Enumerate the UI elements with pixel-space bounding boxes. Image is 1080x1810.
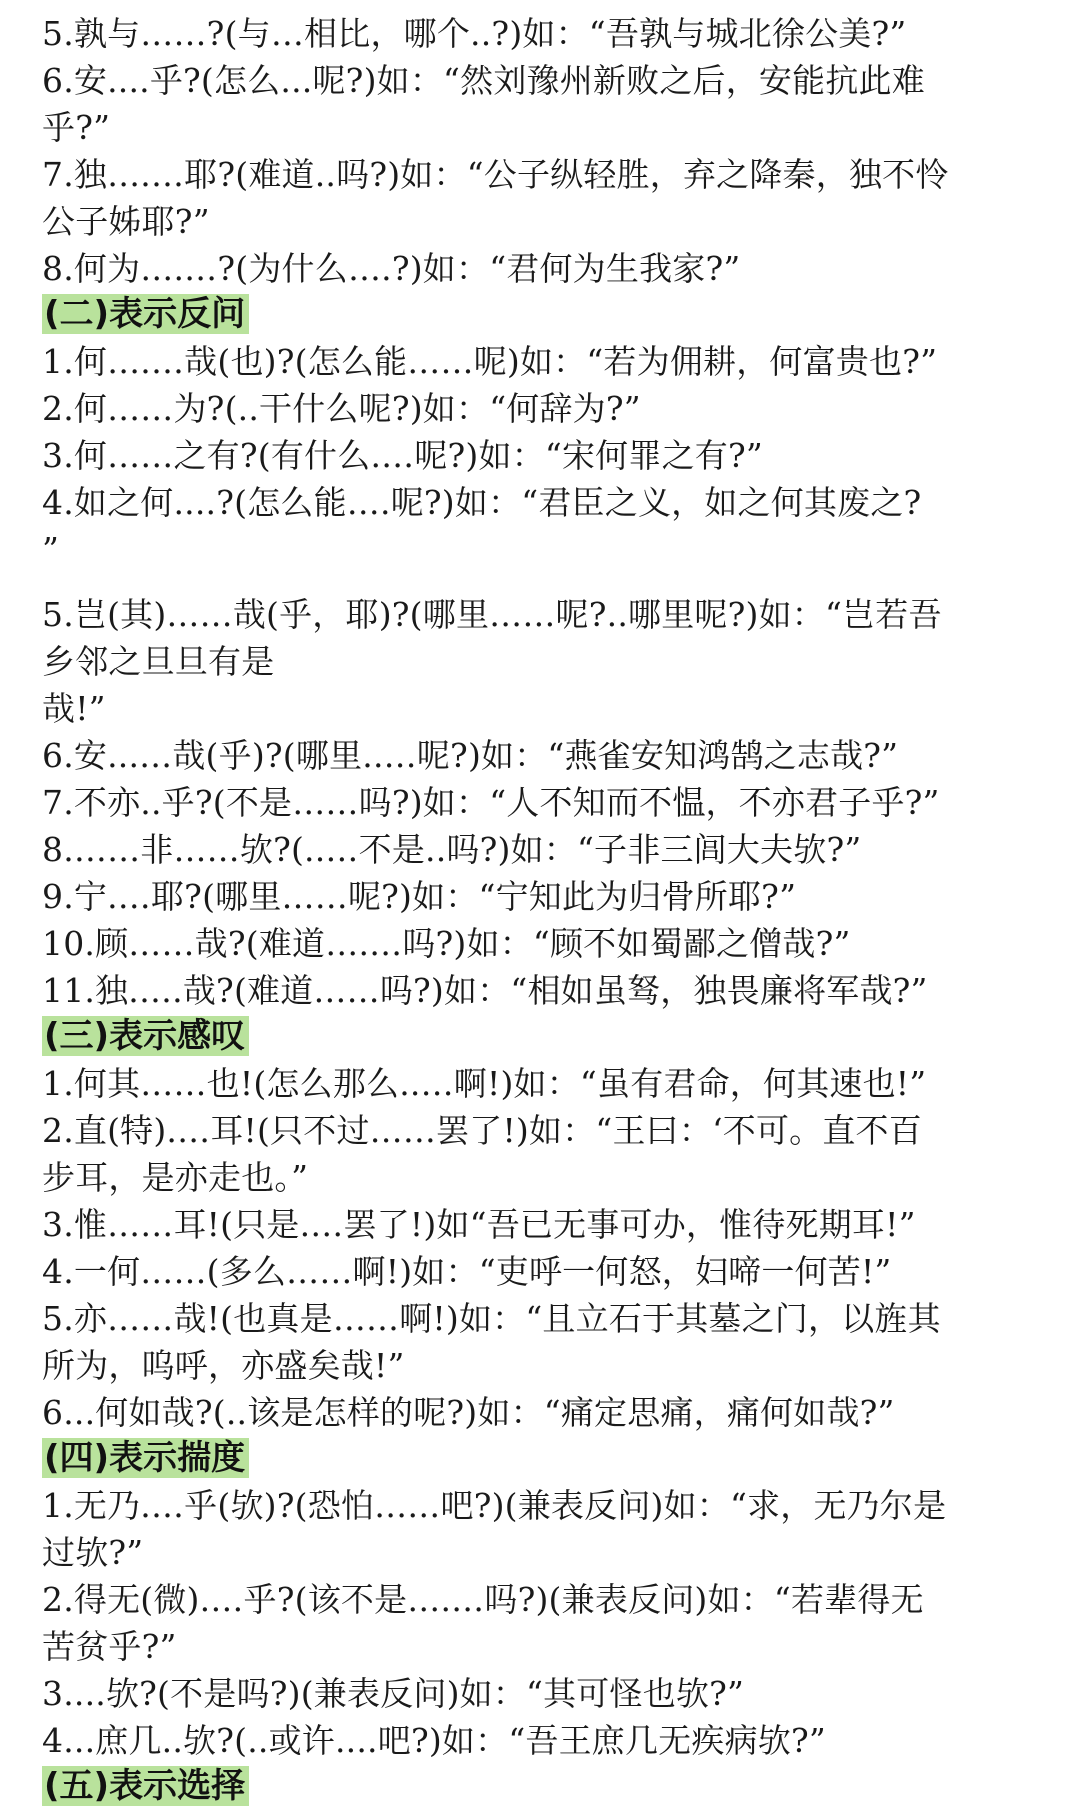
text-line: 哉!”	[42, 689, 106, 728]
text-line: 1.何….…哉(也)?(怎么能……呢)如：“若为佣耕，何富贵也?”	[42, 342, 938, 381]
text-line: 步耳，是亦走也。”	[42, 1158, 309, 1197]
text-line: 1.无乃.…乎(欤)?(恐怕……吧?)(兼表反问)如：“求，无乃尔是	[42, 1486, 947, 1525]
text-line: 5.孰与……?(与…相比，哪个..?)如：“吾孰与城北徐公美?”	[42, 14, 907, 53]
text-line: 6.安...…哉(乎)?(哪里..…呢?)如：“燕雀安知鸿鹄之志哉?”	[42, 736, 899, 775]
text-line: 9.宁.…耶?(哪里……呢?)如：“宁知此为归骨所耶?”	[42, 877, 797, 916]
text-line: 7.独….…耶?(难道..吗?)如：“公子纵轻胜，弃之降秦，独不怜	[42, 155, 949, 194]
text-line: 1.何其……也!(怎么那么..…啊!)如：“虽有君命，何其速也!”	[42, 1064, 927, 1103]
text-line: 乡邻之旦旦有是	[42, 642, 275, 681]
text-line: 6...何如哉?(..该是怎样的呢?)如：“痛定思痛，痛何如哉?”	[42, 1393, 895, 1432]
text-line: 3.惟……耳!(只是.…罢了!)如“吾已无事可办，惟待死期耳!”	[42, 1205, 916, 1244]
text-line: 公子姊耶?”	[42, 202, 210, 241]
section-heading-exclamation	[42, 1014, 1042, 1060]
text-line: 8.……非……欤?(..…不是..吗?)如：“子非三闾大夫欤?”	[42, 830, 862, 869]
text-line: 5.亦……哉!(也真是……啊!)如：“且立石于其墓之门，以旌其	[42, 1299, 941, 1338]
text-line: 4.如之何....?(怎么能….呢?)如：“君臣之义，如之何其废之?	[42, 483, 922, 522]
heading-highlight: (四)表示揣度	[42, 1438, 249, 1478]
heading-highlight: (五)表示选择	[42, 1766, 249, 1806]
text-line: 3.何……之有?(有什么.…呢?)如：“宋何罪之有?”	[42, 436, 763, 475]
text-line: 3....欤?(不是吗?)(兼表反问)如：“其可怪也欤?”	[42, 1674, 745, 1713]
section-heading-rhetorical	[42, 292, 1042, 338]
text-line: 6.安....乎?(怎么...呢?)如：“然刘豫州新败之后，安能抗此难	[42, 61, 925, 100]
text-line: 苦贫乎?”	[42, 1627, 177, 1666]
text-line: 所为，呜呼，亦盛矣哉!”	[42, 1346, 405, 1385]
text-line: 4.一何……(多么……啊!)如：“吏呼一何怒，妇啼一何苦!”	[42, 1252, 892, 1291]
text-line: 8.何为….…?(为什么….?)如：“君何为生我家?”	[42, 249, 741, 288]
text-line: 7.不亦..乎?(不是……吗?)如：“人不知而不愠，不亦君子乎?”	[42, 783, 940, 822]
text-line: ”	[42, 530, 60, 569]
section-heading-choice	[42, 1764, 1042, 1810]
section-heading-speculation	[42, 1436, 1042, 1482]
heading-highlight: (三)表示感叹	[42, 1016, 249, 1056]
text-line: 5.岂(其)……哉(乎，耶)?(哪里……呢?..哪里呢?)如：“岂若吾	[42, 595, 942, 634]
text-line: 4...庶几..欤?(..或许....吧?)如：“吾王庶几无疾病欤?”	[42, 1721, 826, 1760]
text-line: 2.何……为?(..干什么呢?)如：“何辞为?”	[42, 389, 641, 428]
text-line: 2.直(特).…耳!(只不过……罢了!)如：“王曰：‘不可。直不百	[42, 1111, 922, 1150]
text-line: 11.独.….哉?(难道……吗?)如：“相如虽驽，独畏廉将军哉?”	[42, 971, 928, 1010]
heading-highlight: (二)表示反问	[42, 294, 249, 334]
text-line: 2.得无(微).…乎?(该不是….…吗?)(兼表反问)如：“若辈得无	[42, 1580, 924, 1619]
text-line: 10.顾……哉?(难道….…吗?)如：“顾不如蜀鄙之僧哉?”	[42, 924, 851, 963]
text-line: 过欤?”	[42, 1533, 144, 1572]
text-line: 乎?”	[42, 108, 111, 147]
